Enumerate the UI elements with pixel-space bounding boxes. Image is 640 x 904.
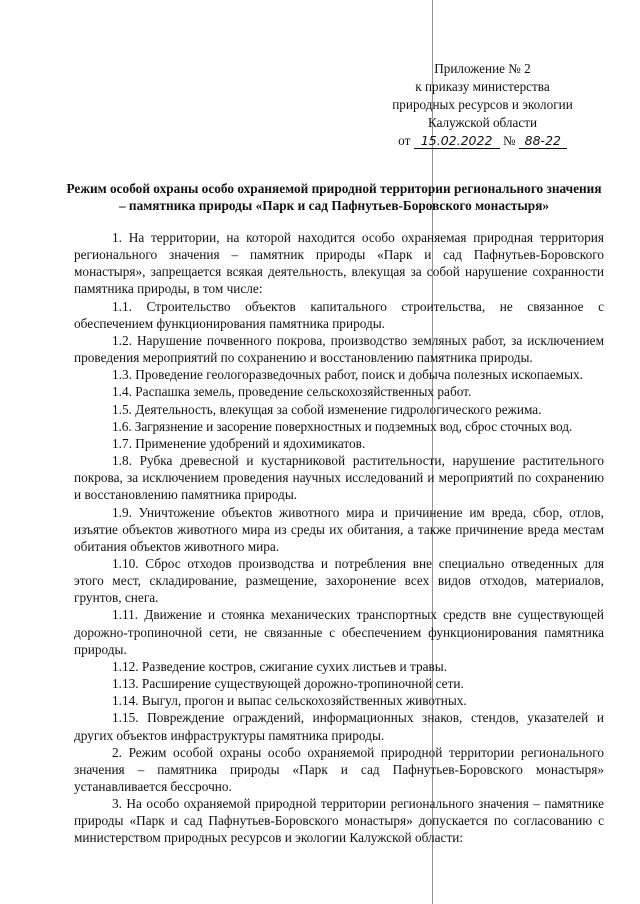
annex-header — [375, 60, 590, 150]
paragraph-1-14: 1.14. Выгул, прогон и выпас сельскохозяйственных животных. — [112, 693, 467, 709]
handwritten-date: 15.02.2022 — [414, 134, 500, 149]
annex-ministry: природных ресурсов и экологии — [392, 97, 573, 112]
paragraph-1-4: 1.4. Распашка земель, проведение сельскохозяйственных работ. — [112, 384, 472, 400]
paragraph-1-6: 1.6. Загрязнение и засорение поверхностных и подземных вод, сброс сточных вод. — [112, 418, 573, 434]
handwritten-number: 88-22 — [519, 134, 567, 149]
paragraph-1-5: 1.5. Деятельность, влекущая за собой изменение гидрологического режима. — [112, 401, 542, 417]
paragraph-1-2: 1.2. Нарушение почвенного покрова, производство земляных работ, за исключением проведения мероприятий по сохранению и восстановлению памятника природы. — [74, 332, 604, 366]
paragraph-2: 2. Режим особой охраны особо охраняемой природной территории регионального значения – памятника природы «Парк и сад Пафнутьев-Боровского монастыря» устанавливается бессрочно. — [74, 744, 604, 794]
paragraph-1-1: 1.1. Строительство объектов капитального строительства, не связанное с обеспечением функционирования памятника природы. — [74, 298, 604, 331]
paragraph-1-10: 1.10. Сброс отходов производства и потребления вне специально отведенных для этого мест, складирование, размещение, захоронение всех видов отходов, материалов, грунтов, снега. — [74, 555, 604, 606]
annex-order-ref: к приказу министерства — [415, 79, 550, 94]
paragraph-1-9: 1.9. Уничтожение объектов животного мира и причинение им вреда, сбор, отлов, изъятие объектов животного мира из среды их обитания, а также причинение вреда местам обитания объектов животного мира. — [74, 504, 604, 554]
paragraph-1-7: 1.7. Применение удобрений и ядохимикатов. — [112, 435, 366, 451]
document-title: Режим особой охраны особо охраняемой природной территории регионального значения – памятника природы «Парк и сад Пафнутьев-Боровского монастыря» — [66, 181, 602, 213]
paragraph-1-8: 1.8. Рубка древесной и кустарниковой растительности, нарушение растительного покрова, за исключением проведения научных исследований и мероприятий по сохранению и восстановлению памятника природы. — [74, 453, 604, 503]
paragraph-1-15: 1.15. Повреждение ограждений, информационных знаков, стендов, указателей и других объектов инфраструктуры памятника природы. — [74, 710, 604, 743]
document-body — [74, 229, 604, 847]
paragraph-1-13: 1.13. Расширение существующей дорожно-тропиночной сети. — [112, 676, 464, 692]
number-prefix: № — [502, 133, 516, 148]
annex-region: Калужской области — [427, 115, 538, 130]
annex-date-number — [375, 132, 590, 150]
annex-title: Приложение № 2 — [434, 61, 531, 76]
paragraph-1: 1. На территории, на которой находится особо охраняемая природная территория регионального значения – памятник природы «Парк и сад Пафнутьев-Боровского монастыря», запрещается всякая деятельность, влекущая за собой нарушение сохранности памятника природы, в том числе: — [74, 230, 604, 297]
paragraph-1-11: 1.11. Движение и стоянка механических транспортных средств вне существующей дорожно-тропиночной сети, не связанные с обеспечением функционирования памятника природы. — [74, 607, 604, 657]
paragraph-1-12: 1.12. Разведение костров, сжигание сухих листьев и травы. — [112, 658, 448, 674]
paragraph-3: 3. На особо охраняемой природной территории регионального значения – памятнике природы «Парк и сад Пафнутьев-Боровского монастыря» допускается по согласованию с министерством природных ресурсов и экологии Калужской области: — [74, 796, 604, 846]
paragraph-1-3: 1.3. Проведение геологоразведочных работ, поиск и добыча полезных ископаемых. — [112, 367, 583, 383]
date-prefix: от — [398, 133, 411, 148]
